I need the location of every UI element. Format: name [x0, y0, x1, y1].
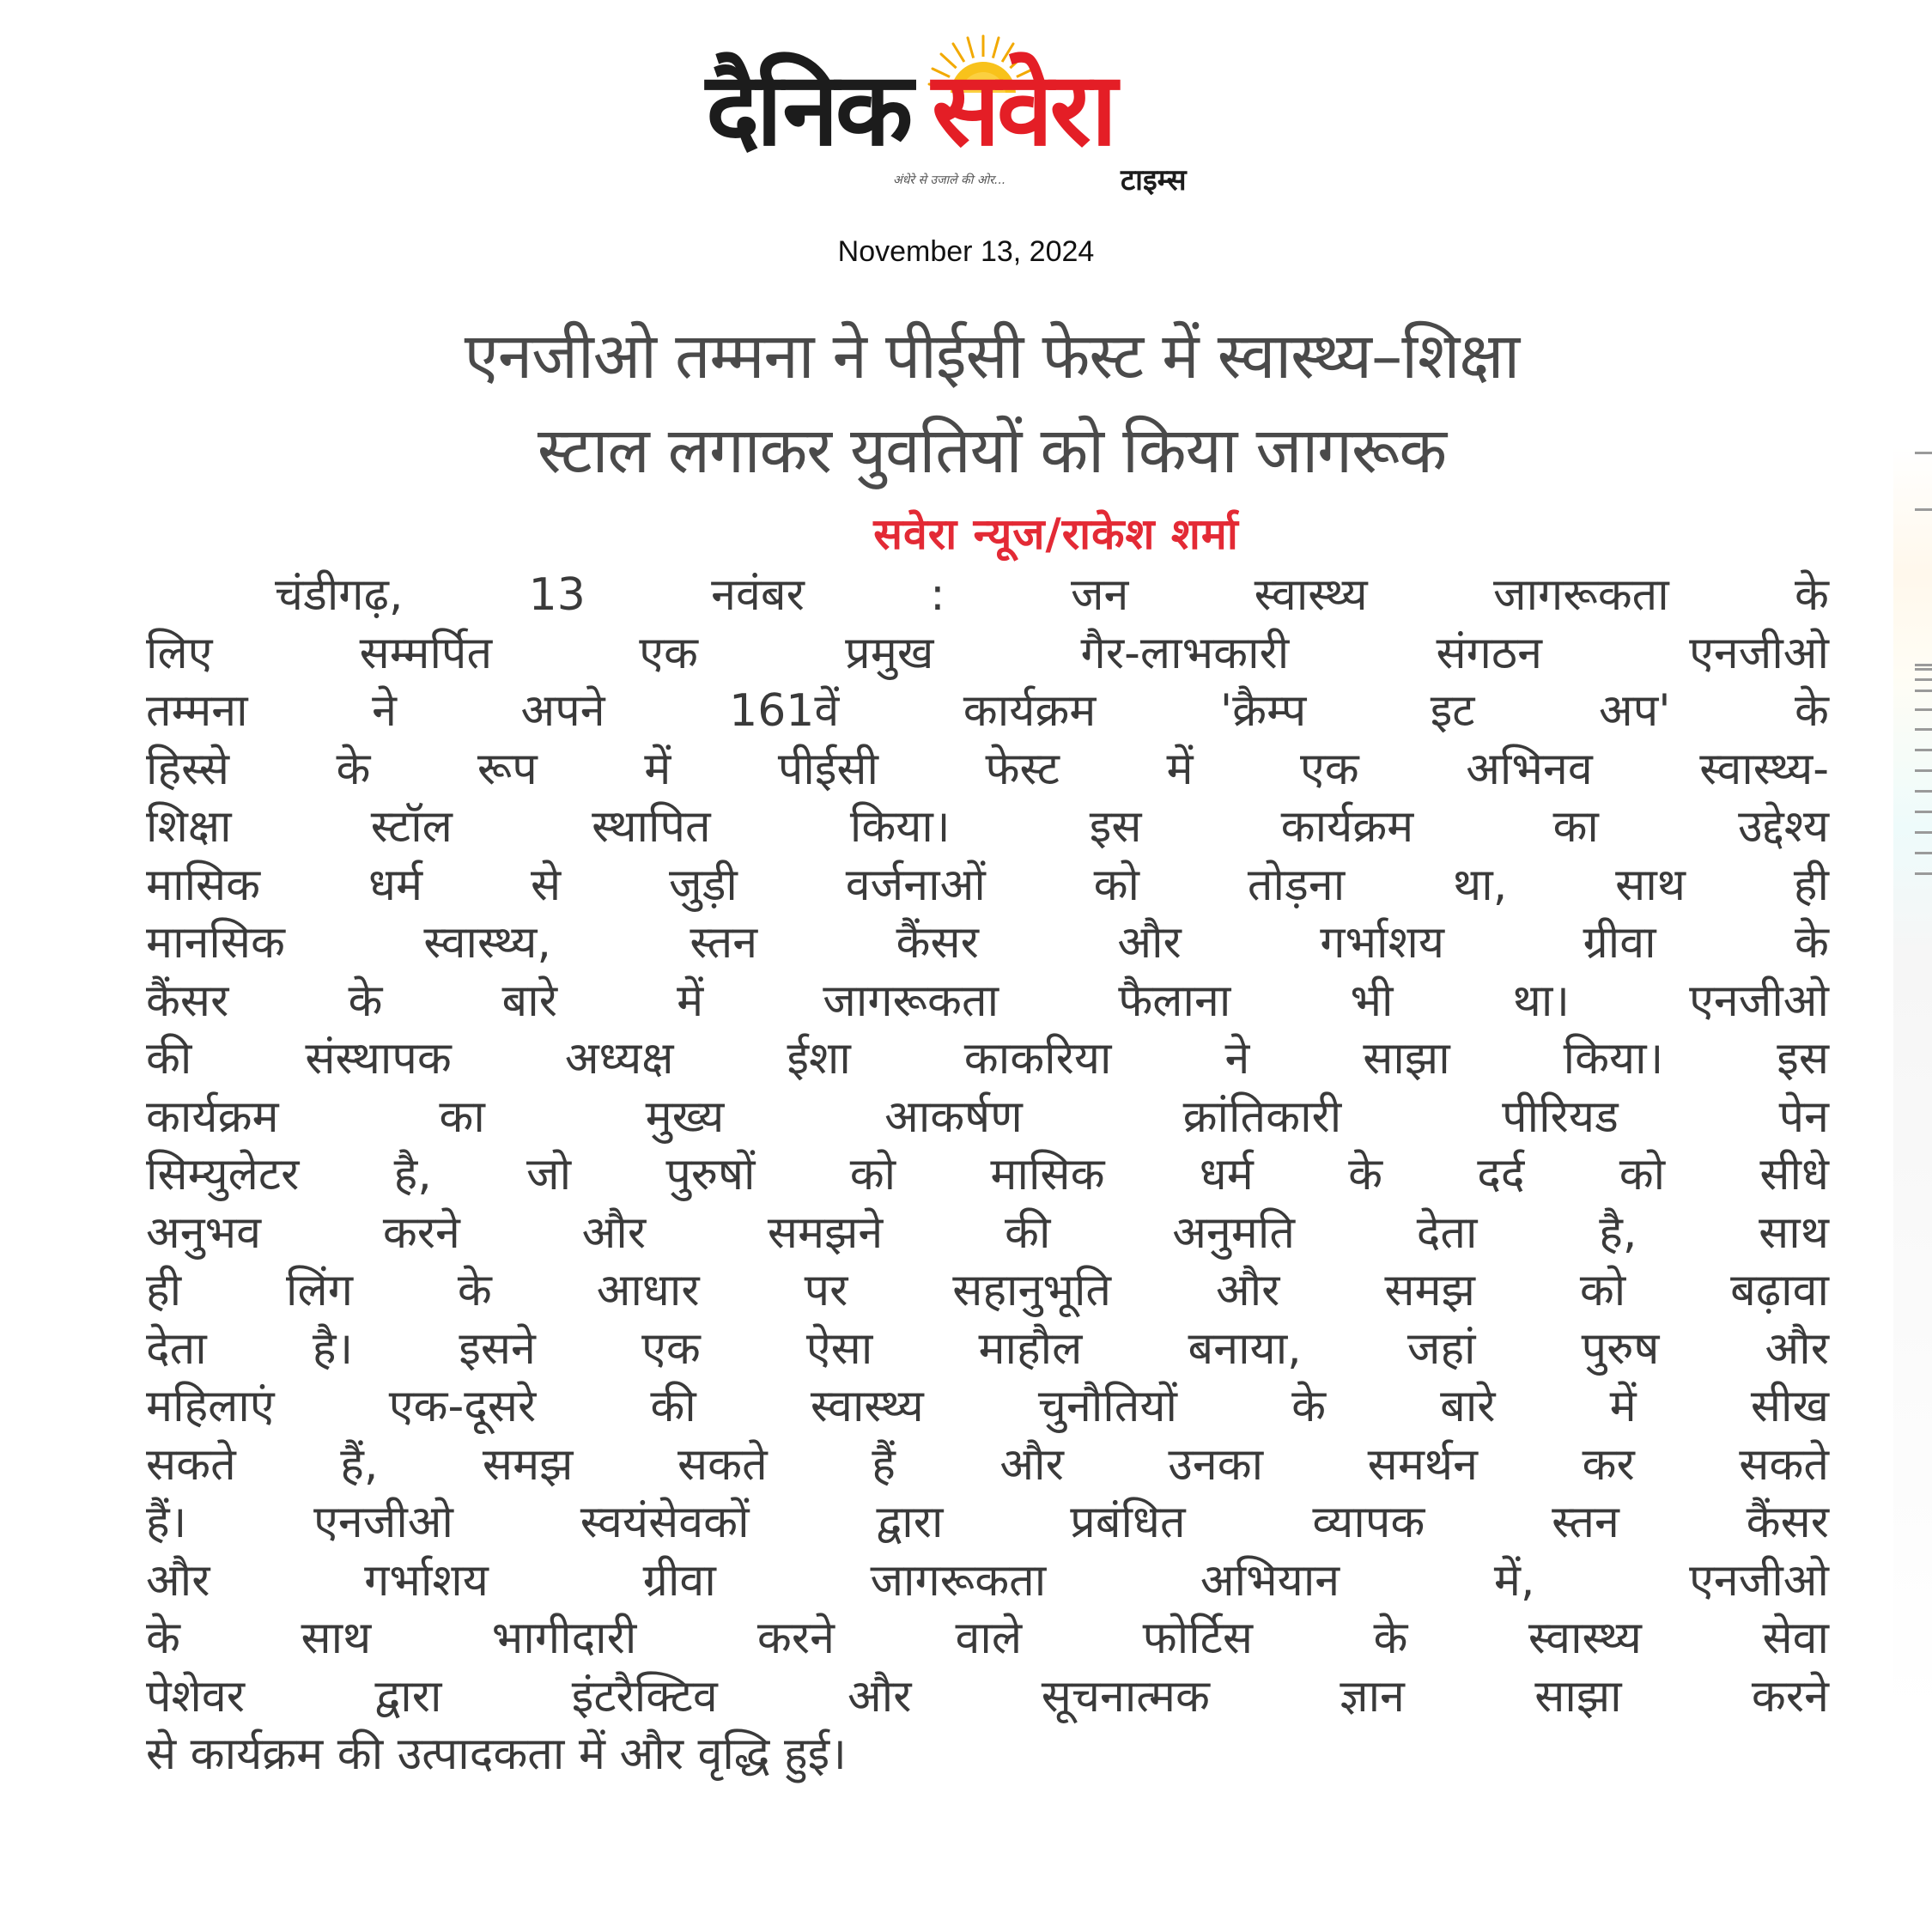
edge-mark — [1915, 811, 1932, 813]
body-line: चंडीगढ़, 13 नवंबर : जन स्वास्थ्य जागरूकता के — [275, 569, 1829, 621]
body-line: और गर्भाशय ग्रीवा जागरूकता अभियान में, एनजीओ — [146, 1554, 1829, 1607]
edge-mark — [1915, 790, 1932, 793]
body-line: मानसिक स्वास्थ्य, स्तन कैंसर और गर्भाशय ग्रीवा के — [146, 917, 1829, 969]
body-line: सिम्युलेटर है, जो पुरुषों को मासिक धर्म के दर्द को सीधे — [146, 1149, 1829, 1200]
edge-mark — [1915, 708, 1932, 711]
body-line: सकते हैं, समझ सकते हैं और उनका समर्थन कर सकते — [146, 1438, 1829, 1491]
logo-tagline: अंधेरे से उजाले की ओर... — [893, 173, 1006, 187]
article-clipping — [137, 292, 1846, 1863]
body-line: हैं। एनजीओ स्वयंसेवकों द्वारा प्रबंधित व्यापक स्तन कैंसर — [146, 1497, 1829, 1548]
edge-mark — [1915, 452, 1932, 454]
article-byline: सवेरा न्यूज/राकेश शर्मा — [873, 509, 1239, 559]
edge-mark — [1915, 728, 1932, 731]
publication-date: November 13, 2024 — [837, 235, 1095, 268]
edge-mark — [1915, 872, 1932, 875]
body-line: लिए सम्मर्पित एक प्रमुख गैर-लाभकारी संगठन एनजीओ — [146, 627, 1829, 679]
headline-line: स्टाल लगाकर युवतियों को किया जागरूक — [537, 414, 1447, 488]
logo-subtitle-times: टाइम्स — [1121, 163, 1187, 197]
body-line: हिस्से के रूप में पीईसी फेस्ट में एक अभिनव स्वास्थ्य- — [146, 743, 1829, 795]
edge-mark — [1915, 831, 1932, 834]
logo-text-dainik: दैनिक — [706, 50, 910, 168]
body-line: ही लिंग के आधार पर सहानुभूति और समझ को बढ़ावा — [146, 1265, 1829, 1316]
body-line: से कार्यक्रम की उत्पादकता में और वृद्धि हुई। — [146, 1728, 847, 1780]
edge-mark — [1915, 690, 1932, 692]
body-line: की संस्थापक अध्यक्ष ईशा काकरिया ने साझा किया। इस — [146, 1033, 1829, 1084]
body-line: शिक्षा स्टॉल स्थापित किया। इस कार्यक्रम का उद्देश्य — [146, 801, 1829, 853]
logo-text-savera: सवेरा — [932, 50, 1115, 168]
edge-mark — [1915, 749, 1932, 751]
article-body — [146, 567, 1829, 1784]
body-line: कैंसर के बारे में जागरूकता फैलाना भी था। एनजीओ — [146, 975, 1829, 1027]
edge-mark — [1915, 678, 1932, 681]
edge-mark — [1915, 508, 1932, 511]
body-line: पेशेवर द्वारा इंटरैक्टिव और सूचनात्मक ज्ञान साझा करने — [146, 1670, 1829, 1722]
edge-mark — [1915, 668, 1932, 671]
body-line: मासिक धर्म से जुड़ी वर्जनाओं को तोड़ना था, साथ ही — [146, 859, 1829, 911]
body-line: कार्यक्रम का मुख्य आकर्षण क्रांतिकारी पीरियड पेन — [146, 1091, 1829, 1143]
adjacent-clipping-edge — [1893, 447, 1932, 1717]
edge-mark — [1915, 769, 1932, 772]
edge-mark — [1915, 664, 1932, 666]
body-line: अनुभव करने और समझने की अनुमति देता है, साथ — [146, 1206, 1829, 1259]
body-line: के साथ भागीदारी करने वाले फोर्टिस के स्वास्थ्य सेवा — [146, 1613, 1829, 1664]
body-line: तम्मना ने अपने 161वें कार्यक्रम 'क्रैम्प इट अप' के — [146, 685, 1829, 737]
body-line: देता है। इसने एक ऐसा माहौल बनाया, जहां पुरुष और — [146, 1322, 1829, 1375]
body-line: महिलाएं एक-दूसरे की स्वास्थ्य चुनौतियों के बारे में सीख — [146, 1381, 1829, 1432]
article-headline — [155, 309, 1829, 498]
headline-line: एनजीओ तम्मना ने पीईसी फेस्ट में स्वास्थ्य–शिक्षा — [464, 319, 1520, 393]
edge-mark — [1915, 852, 1932, 854]
